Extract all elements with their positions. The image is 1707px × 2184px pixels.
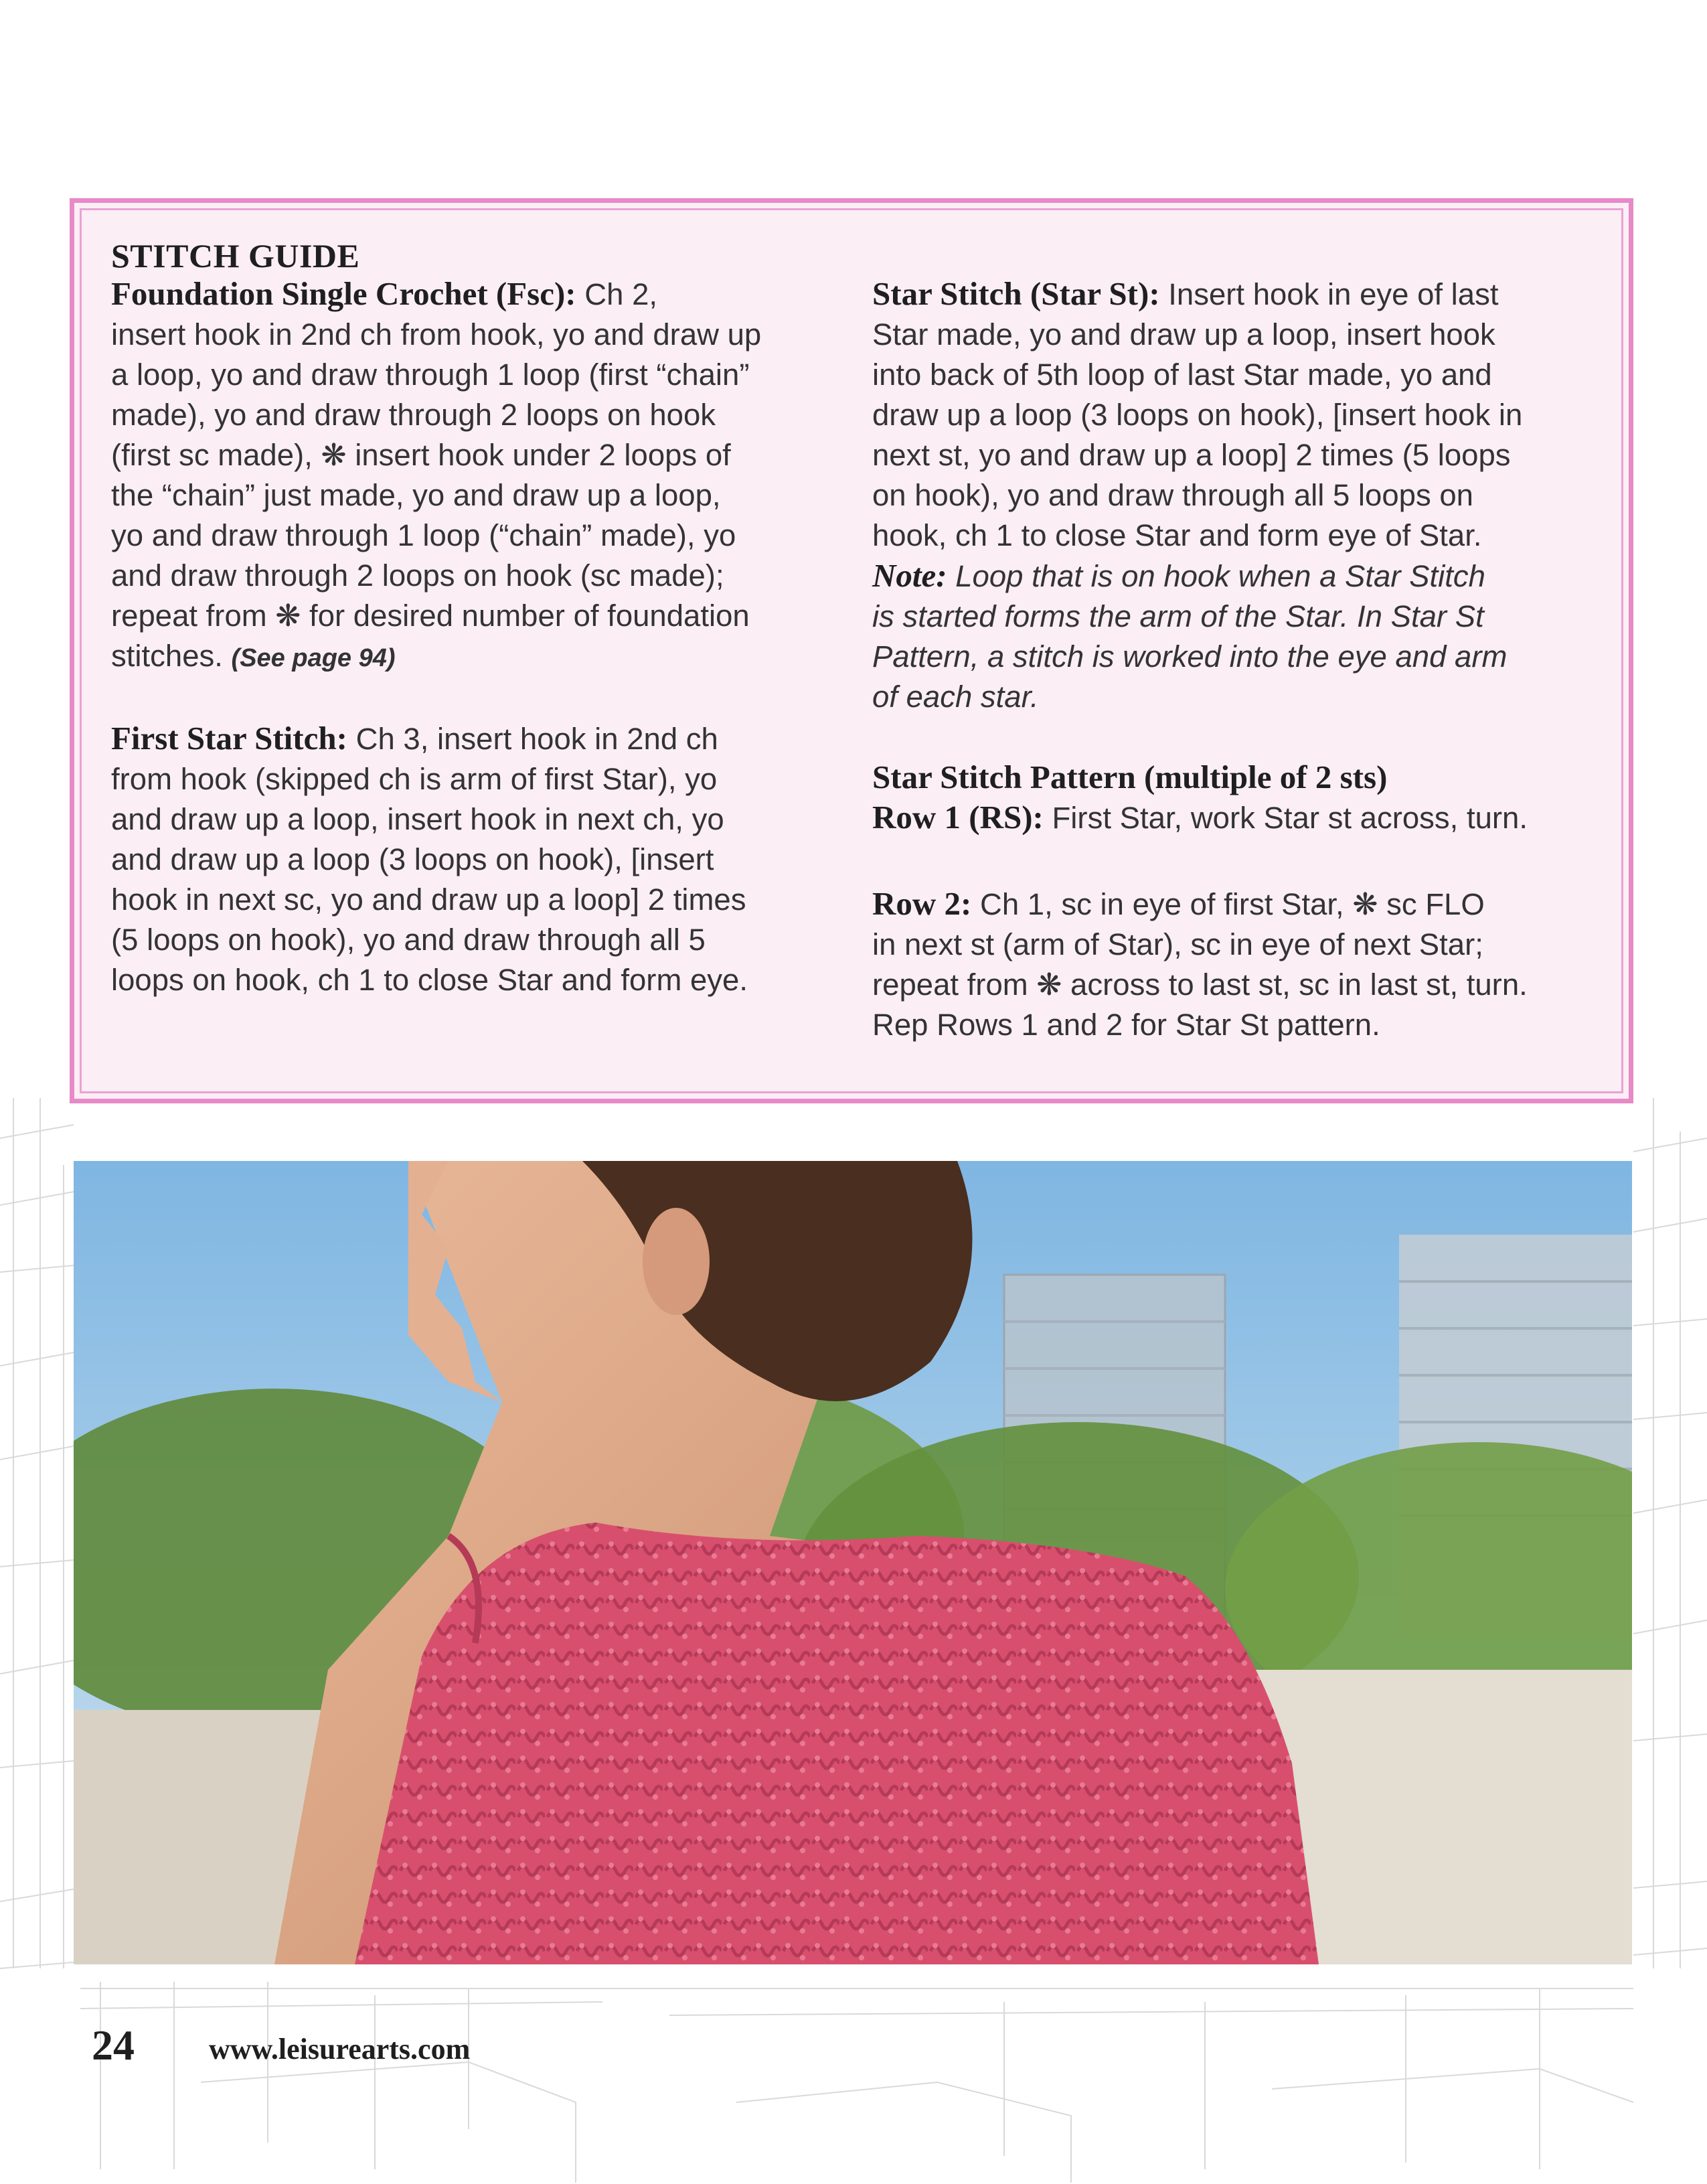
star-st-line-1: Star Stitch (Star St): Insert hook in eye of last (872, 275, 1499, 312)
model-photo (74, 1161, 1632, 1964)
page-number: 24 (92, 2021, 135, 2069)
note-line-1: Note: Loop that is on hook when a Star Stitch (872, 557, 1485, 594)
first-star-line-6: (5 loops on hook), yo and draw through all 5 (111, 923, 706, 957)
star-st-line-4: draw up a loop (3 loops on hook), [insert hook in (872, 398, 1523, 432)
first-star-line-1: First Star Stitch: Ch 3, insert hook in 2nd ch (111, 720, 718, 757)
star-st-line-7: hook, ch 1 to close Star and form eye of Star. (872, 518, 1482, 552)
row1-heading: Row 1 (RS): (872, 799, 1044, 836)
stitch-guide-right-column (872, 274, 1622, 1045)
row2-line-4: Rep Rows 1 and 2 for Star St pattern. (872, 1008, 1380, 1042)
page-reference: (See page 94) (231, 644, 396, 672)
stitch-guide-title: STITCH GUIDE (111, 237, 360, 275)
fsc-line-10: stitches. (See page 94) (111, 639, 396, 673)
row2-line-3: repeat from ❋ across to last st, sc in last st, turn. (872, 967, 1528, 1002)
row1-line: Row 1 (RS): First Star, work Star st across, turn. (872, 799, 1528, 836)
star-st-heading: Star Stitch (Star St): (872, 275, 1160, 312)
star-st-line-5: next st, yo and draw up a loop] 2 times (5 loops (872, 438, 1511, 472)
stitch-guide-left-column (111, 274, 914, 1000)
fsc-heading: Foundation Single Crochet (Fsc): (111, 275, 576, 312)
row2-heading: Row 2: (872, 885, 972, 922)
fsc-line-8: and draw through 2 loops on hook (sc made); (111, 558, 724, 593)
first-star-line-2: from hook (skipped ch is arm of first Star), yo (111, 762, 718, 796)
note-heading: Note: (872, 557, 947, 594)
row2-line-2: in next st (arm of Star), sc in eye of next Star; (872, 927, 1483, 961)
model-photo-illustration (74, 1161, 1632, 1964)
fsc-line-1: Foundation Single Crochet (Fsc): Ch 2, (111, 275, 658, 312)
fsc-line-6: the “chain” just made, yo and draw up a loop, (111, 478, 721, 512)
fsc-line-3: a loop, yo and draw through 1 loop (first “chain” (111, 358, 750, 392)
star-st-line-6: on hook), yo and draw through all 5 loops on (872, 478, 1473, 512)
fsc-line-4: made), yo and draw through 2 loops on hook (111, 398, 716, 432)
fsc-line-7: yo and draw through 1 loop (“chain” made), yo (111, 518, 736, 552)
first-star-heading: First Star Stitch: (111, 720, 347, 757)
first-star-line-5: hook in next sc, yo and draw up a loop] 2 times (111, 882, 746, 917)
note-line-3: Pattern, a stitch is worked into the eye and arm (872, 639, 1508, 674)
fsc-line-2: insert hook in 2nd ch from hook, yo and draw up (111, 317, 762, 352)
row2-line-1: Row 2: Ch 1, sc in eye of first Star, ❋ sc FLO (872, 885, 1485, 922)
first-star-line-7: loops on hook, ch 1 to close Star and form eye. (111, 963, 748, 997)
fsc-line-9: repeat from ❋ for desired number of foundation (111, 599, 750, 633)
stitch-guide-box (70, 198, 1633, 1103)
note-line-2: is started forms the arm of the Star. In Star St (872, 599, 1484, 633)
star-st-line-3: into back of 5th loop of last Star made, yo and (872, 358, 1492, 392)
star-st-line-2: Star made, yo and draw up a loop, insert hook (872, 317, 1495, 352)
fsc-line-5: (first sc made), ❋ insert hook under 2 loops of (111, 438, 731, 472)
pattern-heading: Star Stitch Pattern (multiple of 2 sts) (872, 759, 1388, 795)
first-star-line-3: and draw up a loop, insert hook in next ch, yo (111, 802, 724, 836)
website-url[interactable]: www.leisurearts.com (209, 2033, 471, 2065)
note-line-4: of each star. (872, 680, 1039, 714)
first-star-line-4: and draw up a loop (3 loops on hook), [insert (111, 842, 714, 876)
